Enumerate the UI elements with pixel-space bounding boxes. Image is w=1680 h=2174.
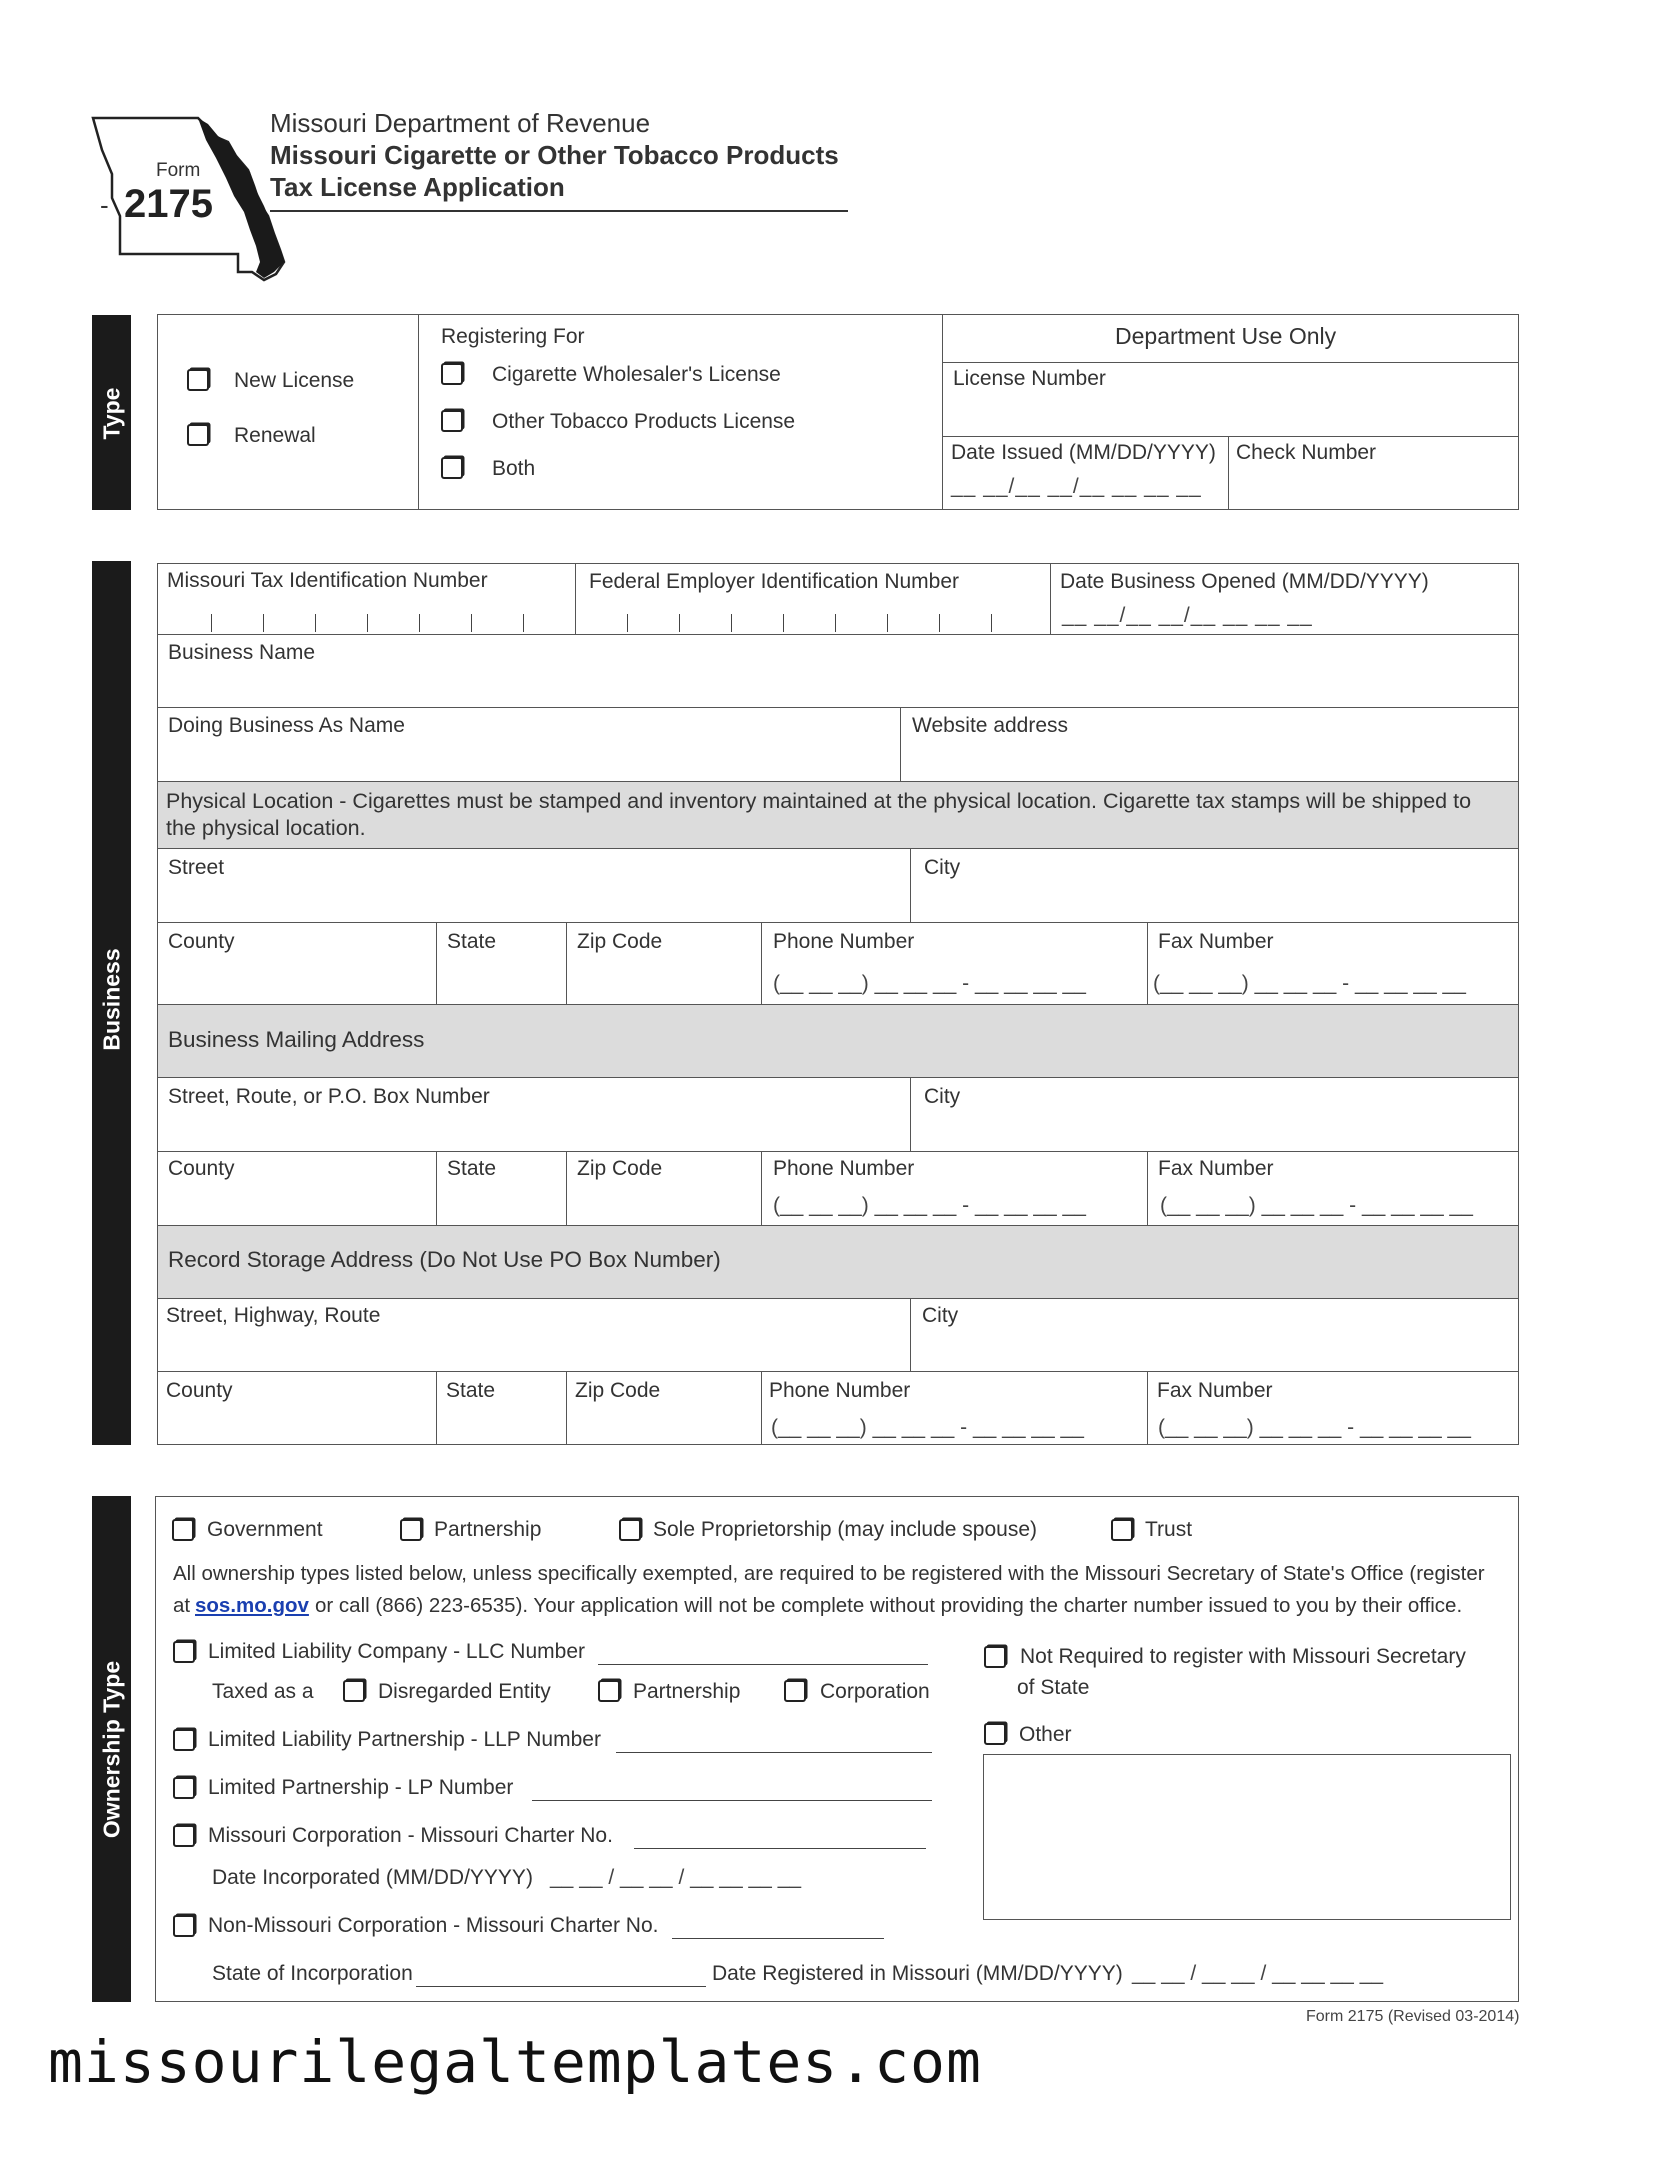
other-description-textbox[interactable]	[983, 1754, 1511, 1920]
storage-state-label: State	[446, 1379, 496, 1402]
mailing-county-label: County	[168, 1157, 235, 1180]
divider	[566, 1151, 567, 1225]
not-required-checkbox[interactable]	[984, 1646, 1006, 1668]
date-incorporated-label: Date Incorporated (MM/DD/YYYY)	[212, 1866, 533, 1889]
digit-tick	[887, 614, 888, 632]
mailing-fax-label: Fax Number	[1158, 1157, 1274, 1180]
divider	[761, 922, 762, 1004]
digit-tick	[419, 614, 420, 632]
non-missouri-corporation-checkbox[interactable]	[173, 1915, 195, 1937]
divider	[1050, 563, 1051, 634]
divider	[910, 848, 911, 922]
divider	[157, 781, 1519, 782]
divider	[1147, 1151, 1148, 1225]
non-missouri-charter-field[interactable]	[672, 1938, 884, 1939]
llc-label: Limited Liability Company - LLC Number	[208, 1640, 585, 1663]
mailing-state-label: State	[447, 1157, 497, 1180]
date-opened-field[interactable]: __ __/__ __/__ __ __ __	[1062, 604, 1313, 627]
taxed-as-label: Taxed as a	[212, 1680, 314, 1703]
digit-tick	[731, 614, 732, 632]
both-checkbox[interactable]	[441, 457, 463, 479]
divider	[157, 634, 1519, 635]
renewal-checkbox[interactable]	[187, 424, 209, 446]
missouri-corporation-checkbox[interactable]	[173, 1825, 195, 1847]
revision-label: Form 2175 (Revised 03-2014)	[1306, 2008, 1520, 2025]
mo-tax-id-label: Missouri Tax Identification Number	[167, 569, 488, 592]
registration-note-line2: or call (866) 223-6535). Your application will not be complete without providing the charter number issued to you by their office.	[315, 1594, 1463, 1617]
digit-tick	[991, 614, 992, 632]
trust-checkbox[interactable]	[1111, 1519, 1133, 1541]
cigarette-wholesaler-checkbox[interactable]	[441, 363, 463, 385]
llp-number-field[interactable]	[616, 1752, 932, 1753]
trust-label: Trust	[1145, 1518, 1193, 1541]
business-name-label: Business Name	[168, 641, 316, 664]
taxed-partnership-label: Partnership	[633, 1680, 741, 1703]
llp-checkbox[interactable]	[173, 1729, 195, 1751]
lp-checkbox[interactable]	[173, 1777, 195, 1799]
digit-tick	[783, 614, 784, 632]
missouri-corporation-label: Missouri Corporation - Missouri Charter No.	[208, 1824, 613, 1847]
type-sidebar	[92, 315, 131, 510]
missouri-charter-field[interactable]	[634, 1848, 926, 1849]
form-title-line1: Missouri Cigarette or Other Tobacco Products	[270, 140, 839, 170]
physical-zip-label: Zip Code	[577, 930, 663, 953]
divider	[910, 1298, 911, 1371]
physical-state-label: State	[447, 930, 497, 953]
partnership-checkbox[interactable]	[400, 1519, 422, 1541]
mailing-phone-label: Phone Number	[773, 1157, 915, 1180]
llp-label: Limited Liability Partnership - LLP Number	[208, 1728, 601, 1751]
divider	[157, 1077, 1519, 1078]
divider	[942, 314, 943, 510]
license-number-label: License Number	[953, 367, 1106, 390]
government-checkbox[interactable]	[172, 1519, 194, 1541]
physical-phone-field[interactable]: (__ __ __) __ __ __ - __ __ __ __	[773, 972, 1086, 995]
llc-checkbox[interactable]	[173, 1641, 195, 1663]
divider	[566, 1371, 567, 1445]
digit-tick	[471, 614, 472, 632]
digit-tick	[211, 614, 212, 632]
lp-number-field[interactable]	[532, 1800, 932, 1801]
mailing-street-label: Street, Route, or P.O. Box Number	[168, 1085, 490, 1108]
divider	[157, 848, 1519, 849]
date-registered-label: Date Registered in Missouri (MM/DD/YYYY)	[712, 1962, 1123, 1985]
storage-zip-label: Zip Code	[575, 1379, 661, 1402]
divider	[157, 1298, 1519, 1299]
divider	[1147, 922, 1148, 1004]
date-registered-field[interactable]: __ __ / __ __ / __ __ __ __	[1132, 1962, 1384, 1985]
divider	[157, 922, 1519, 923]
form-number: 2175	[124, 182, 213, 226]
date-incorporated-field[interactable]: __ __ / __ __ / __ __ __ __	[550, 1866, 802, 1889]
physical-location-note: Physical Location - Cigarettes must be stamped and inventory maintained at the physical location. Cigarette tax stamps will be shipped to the physical location.	[166, 789, 1472, 840]
form-title-line2: Tax License Application	[270, 172, 565, 202]
mailing-address-heading: Business Mailing Address	[168, 1027, 425, 1052]
divider	[575, 563, 576, 634]
storage-city-label: City	[922, 1304, 959, 1327]
digit-tick	[679, 614, 680, 632]
date-issued-field[interactable]: __ __/__ __/__ __ __ __	[951, 475, 1202, 498]
sole-proprietorship-label: Sole Proprietorship (may include spouse)	[653, 1518, 1038, 1541]
digit-tick	[263, 614, 264, 632]
corporation-label: Corporation	[820, 1680, 930, 1703]
physical-fax-field[interactable]: (__ __ __) __ __ __ - __ __ __ __	[1153, 972, 1466, 995]
divider	[900, 707, 901, 781]
website-label: Website address	[912, 714, 1069, 737]
storage-fax-field[interactable]: (__ __ __) __ __ __ - __ __ __ __	[1158, 1416, 1471, 1439]
sole-proprietorship-checkbox[interactable]	[619, 1519, 641, 1541]
storage-phone-field[interactable]: (__ __ __) __ __ __ - __ __ __ __	[771, 1416, 1084, 1439]
physical-city-label: City	[924, 856, 961, 879]
digit-tick	[939, 614, 940, 632]
divider	[418, 314, 419, 510]
other-tobacco-checkbox[interactable]	[441, 410, 463, 432]
state-of-incorporation-label: State of Incorporation	[212, 1962, 413, 1985]
physical-county-label: County	[168, 930, 235, 953]
storage-street-label: Street, Highway, Route	[166, 1304, 381, 1327]
divider	[157, 707, 1519, 708]
physical-fax-label: Fax Number	[1158, 930, 1274, 953]
mailing-phone-field[interactable]: (__ __ __) __ __ __ - __ __ __ __	[773, 1194, 1086, 1217]
registration-note-at: at	[173, 1594, 191, 1617]
not-required-label-line1: Not Required to register with Missouri Secretary	[1020, 1645, 1466, 1668]
business-sidebar-label: Business	[98, 948, 125, 1051]
sos-link[interactable]: sos.mo.gov	[195, 1594, 309, 1617]
divider	[157, 1225, 1519, 1226]
mailing-fax-field[interactable]: (__ __ __) __ __ __ - __ __ __ __	[1160, 1194, 1473, 1217]
divider	[942, 436, 1519, 437]
divider	[761, 1151, 762, 1225]
new-license-label: New License	[234, 369, 355, 392]
divider	[436, 1371, 437, 1445]
corporation-checkbox[interactable]	[784, 1680, 806, 1702]
business-sidebar	[92, 561, 131, 1445]
divider	[436, 1151, 437, 1225]
ownership-sidebar	[92, 1496, 131, 2002]
disregarded-entity-label: Disregarded Entity	[378, 1680, 551, 1703]
fein-label: Federal Employer Identification Number	[589, 570, 960, 593]
check-number-label: Check Number	[1236, 441, 1377, 464]
storage-fax-label: Fax Number	[1157, 1379, 1273, 1402]
non-missouri-corporation-label: Non-Missouri Corporation - Missouri Charter No.	[208, 1914, 659, 1937]
digit-tick	[627, 614, 628, 632]
partnership-label: Partnership	[434, 1518, 542, 1541]
digit-tick	[315, 614, 316, 632]
mailing-city-label: City	[924, 1085, 961, 1108]
registering-for-label: Registering For	[441, 325, 585, 348]
both-label: Both	[492, 457, 536, 480]
date-issued-label: Date Issued (MM/DD/YYYY)	[951, 441, 1216, 464]
cigarette-wholesaler-label: Cigarette Wholesaler's License	[492, 363, 781, 386]
not-required-label-line2: of State	[1017, 1676, 1090, 1699]
disregarded-entity-checkbox[interactable]	[343, 1680, 365, 1702]
divider	[157, 1371, 1519, 1372]
watermark-text: missourilegaltemplates.com	[48, 2028, 982, 2096]
form-dash: -	[100, 190, 109, 220]
registration-note-line1: All ownership types listed below, unless specifically exempted, are required to be registered with the Missouri Secretary of State's Office (register	[173, 1562, 1485, 1585]
government-label: Government	[207, 1518, 323, 1541]
type-sidebar-label: Type	[98, 387, 125, 440]
digit-tick	[835, 614, 836, 632]
storage-phone-label: Phone Number	[769, 1379, 911, 1402]
date-opened-label: Date Business Opened (MM/DD/YYYY)	[1060, 570, 1429, 593]
divider	[157, 1151, 1519, 1152]
record-storage-heading: Record Storage Address (Do Not Use PO Box Number)	[168, 1247, 721, 1272]
new-license-checkbox[interactable]	[187, 369, 209, 391]
state-of-incorporation-field[interactable]	[416, 1986, 706, 1987]
other-label: Other	[1019, 1723, 1072, 1746]
divider	[436, 922, 437, 1004]
dept-use-only-heading: Department Use Only	[1115, 323, 1337, 349]
lp-label: Limited Partnership - LP Number	[208, 1776, 514, 1799]
other-tobacco-label: Other Tobacco Products License	[492, 410, 796, 433]
ownership-sidebar-label: Ownership Type	[98, 1660, 125, 1839]
digit-tick	[523, 614, 524, 632]
physical-phone-label: Phone Number	[773, 930, 915, 953]
divider	[1228, 436, 1229, 510]
taxed-partnership-checkbox[interactable]	[598, 1680, 620, 1702]
divider	[910, 1077, 911, 1151]
divider	[1147, 1371, 1148, 1445]
renewal-label: Renewal	[234, 424, 316, 447]
divider	[157, 1004, 1519, 1005]
divider	[761, 1371, 762, 1445]
divider	[942, 362, 1519, 363]
llc-number-field[interactable]	[598, 1664, 928, 1665]
form-label: Form	[156, 160, 201, 181]
department-name: Missouri Department of Revenue	[270, 108, 651, 138]
other-checkbox[interactable]	[984, 1723, 1006, 1745]
digit-tick	[367, 614, 368, 632]
mailing-zip-label: Zip Code	[577, 1157, 663, 1180]
physical-street-label: Street	[168, 856, 225, 879]
storage-county-label: County	[166, 1379, 233, 1402]
title-underline	[270, 210, 848, 212]
divider	[566, 922, 567, 1004]
dba-name-label: Doing Business As Name	[168, 714, 405, 737]
